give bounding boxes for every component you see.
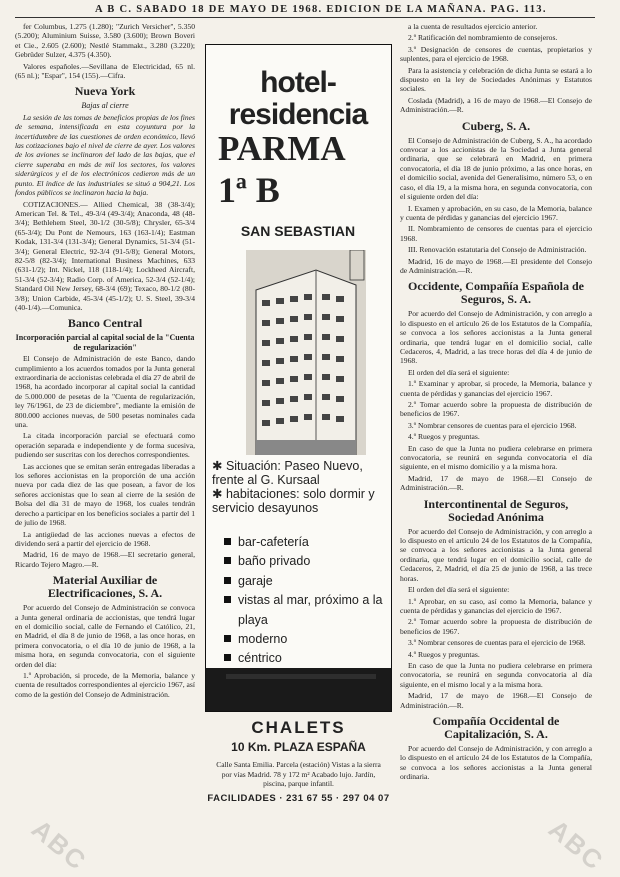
paragraph: El Consejo de Administración de Cuberg, S. A., ha acordado convocar a los accionistas de la Sociedad a Junta general ordinaria, que se celebrará en Madrid, en primera convocatoria, el día 18 de junio próximo, a las once horas, en el domicilio social, avenida del Generalísimo, número 53, o en caso, el día 19, a la misma hora, en segunda convocatoria, con el siguiente orden del día: xyxy=(400,135,592,202)
headline-nueva-york: Nueva York xyxy=(74,84,136,99)
bullet-square-icon xyxy=(224,635,231,642)
paragraph: I. Examen y aprobación, en su caso, de la Memoria, balance y cuenta de pérdidas y ganancias del ejercicio 1967. xyxy=(400,203,592,222)
paragraph: La antigüedad de las acciones nuevas a efectos de dividendo será a partir del ejercicio de 1968. xyxy=(15,529,195,548)
paragraph: El orden del día será el siguiente: xyxy=(408,585,510,595)
ad-amenity: baño privado xyxy=(224,552,384,571)
paragraph: Valores españoles.—Sevillana de Electricidad, 65 nl. (65 nl.); "Espar", 154 (155).—Cifra. xyxy=(15,61,195,81)
building-illustration xyxy=(246,250,366,455)
paragraph: 3.º Nombrar censores de cuentas para el ejercicio 1968. xyxy=(408,420,577,430)
bullet-square-icon xyxy=(224,596,231,603)
ad-amenity: garaje xyxy=(224,572,384,591)
paragraph: 3.º Nombrar censores de cuentas para el ejercicio de 1968. xyxy=(408,638,586,648)
paragraph: 1.º Aprobación, si procede, de la Memoria, balance y cuenta de resultados correspondientes al ejercicio 1967, así como de la gestión del Consejo de Administración. xyxy=(15,670,195,699)
paragraph: La citada incorporación parcial se efectuará como operación separada e independiente y de forma sucesiva, pudiendo ser suscritas con los derechos correspondientes. xyxy=(15,431,195,460)
paragraph: El Consejo de Administración de este Banco, dando cumplimiento a los acuerdos tomados por la Junta general extraordinaria de accionistas celebrada el día 27 de abril de 1968, ha acordado incorporar al capital social la cantidad de 5.000.000 de pesetas de la "Cuenta de regularización, ley 76/1961, de 23 de diciembre", mediante la emisión de 800.000 acciones nuevas, de 500 pesetas nominales cada una. xyxy=(15,354,195,430)
subhead: Bajas al cierre xyxy=(81,101,129,111)
paragraph: En caso de que la Junta no pudiera celebrarse en primera convocatoria, se reunirá en segunda convocatoria al día siguiente, en el mismo local y a la misma hora. xyxy=(400,660,592,689)
headline-intercontinental: Intercontinental de Seguros, Sociedad Anónima xyxy=(423,496,569,524)
bullet-square-icon xyxy=(224,557,231,564)
bullet-square-icon xyxy=(224,577,231,584)
ad-hotel-line1: hotel- xyxy=(260,66,336,99)
hotel-parma-advertisement xyxy=(205,44,392,712)
ad-hotel-name: PARMA xyxy=(218,129,346,168)
paragraph: 3.º Designación de censores de cuentas, propietarios y suplentes, para el ejercicio de 1968. xyxy=(400,44,592,64)
paragraph: Para la asistencia y celebración de dicha Junta se estará a lo dispuesto en la ley de Sociedades Anónimas y Estatutos sociales. xyxy=(400,65,592,94)
paragraph: COTIZACIONES.— Allied Chemical, 38 (38-3/4); American Tel. & Tel., 49-3/4 (49-3/4); Anaconda, 48 (48-3/4); Bethlehem Steel, 30-1/2 (30-5/8); Chrysler, 65-3/4 (65-3/4); Du Pont de Nemours, 163 (163-1/4); Eastman Kodak, 131-3/4 (131-3/4); General Dynamics, 51-3/4 (51-3/4); General Electric, 92-3/4 (91-5/8); General Motors, 82-5/8 (82-3/4); International Business Machines, 633 (631-1/2); Int. Nickel, 118 (118-1/4); Lockheed Aircraft, 51-3/4 (52-3/4); Radio Corp. of America, 52-3/4 (52-1/4); Standard Oil New Jersey, 68-3/4 (69); Texaco, 80-1/2 (80-3/8); Union Carbide, 45-3/4 (45-1/2); U. S. Steel, 39-3/4 (40-1/4).—Comunica. xyxy=(15,199,195,312)
paragraph: 2.º Tomar acuerdo sobre la propuesta de distribución de beneficios de 1967. xyxy=(400,400,592,419)
bullet-square-icon xyxy=(224,538,231,545)
page-header: A B C. SABADO 18 DE MAYO DE 1968. EDICION DE LA MAÑANA. PAG. 113. xyxy=(95,4,547,15)
ad-city: SAN SEBASTIAN xyxy=(240,223,356,239)
paragraph: 2.º Tomar acuerdo sobre la propuesta de distribución de beneficios de 1967. xyxy=(400,617,592,636)
ad-hotel-category: 1ª B xyxy=(218,170,280,210)
ad-amenity: vistas al mar, próximo a la playa xyxy=(224,591,384,630)
chalets-subtitle: 10 Km. PLAZA ESPAÑA xyxy=(231,740,366,754)
ad-amenity: moderno xyxy=(224,630,384,649)
paragraph: Madrid, 17 de mayo de 1968.—El Consejo de Administración.—R. xyxy=(400,473,592,493)
chalets-title: CHALETS xyxy=(251,718,346,737)
paragraph: Por acuerdo del Consejo de Administración, y con arreglo a lo dispuesto en el artículo 26 de los Estatutos de la Compañía, se convoca a los señores accionistas a la Junta general ordinaria, que tendrá lugar en el domicilio social, calle Cedaceros, 4, Madrid, a las trece horas del día 4 de junio de 1968. xyxy=(400,309,592,366)
paragraph: 1.º Aprobar, en su caso, así como la Memoria, balance y cuenta de pérdidas y ganancias del ejercicio de 1967. xyxy=(400,596,592,615)
paragraph: Madrid, 16 de mayo de 1968.—El secretario general, Ricardo Tejero Magro.—R. xyxy=(15,550,195,569)
ad-amenity: bar-cafetería xyxy=(224,533,384,552)
paragraph: Coslada (Madrid), a 16 de mayo de 1968.—El Consejo de Administración.—R. xyxy=(400,95,592,115)
paragraph: Por acuerdo del Consejo de Administración, y con arreglo a lo dispuesto en el artículo 24 de los Estatutos de la Compañía, se convoca a los señores accionistas a la Junta general ordinaria. xyxy=(400,743,592,782)
paragraph: 2.º Ratificación del nombramiento de consejeros. xyxy=(408,33,558,43)
watermark-abc: ABC xyxy=(25,813,94,877)
ad-footer-band xyxy=(206,668,391,711)
ad-amenity: céntrico xyxy=(224,649,384,668)
chalets-details: Calle Santa Emilia. Parcela (estación) Vistas a la sierra por vías Madrid. 78 y 172 m² Acabado lujo. Jardín, piscina, parque infantil. xyxy=(216,760,381,788)
paragraph: La sesión de las tomas de beneficios propias de los fines de semana, intensificada en esta coyuntura por la incertidumbre de las cuestiones de orden económico, llevó las cotizaciones bajo el nivel de cierre de ayer. Los valores de los aviones se inclinaron del lado de las bajas, que el cierre superaba en más de mil los sectores, los valores siderúrgicos y el de los electrónicos cedieron más de un punto. El índice de las industriales se situó a 904,21. Los fondos públicos se inclinaron hacia la baja. xyxy=(15,112,195,198)
ad-feature-location: ✱ Situación: Paseo Nuevo, frente al G. Kursaal xyxy=(212,459,363,487)
paragraph: a la cuenta de resultados ejercicio anterior. xyxy=(408,22,538,31)
ad-feature-rooms: ✱ habitaciones: solo dormir y servicio desayunos xyxy=(212,487,375,515)
headline-occidente: Occidente, Compañía Española de Seguros, S. A. xyxy=(407,279,584,307)
ad-hotel-heading xyxy=(218,67,378,131)
column-left xyxy=(15,22,195,867)
headline-cuberg: Cuberg, S. A. xyxy=(461,118,531,133)
headline-compania-occidental: Compañía Occidental de Capitalización, S. A. xyxy=(432,713,560,741)
headline-material-auxiliar: Material Auxiliar de Electrificaciones, S. A. xyxy=(47,573,163,601)
watermark-abc: ABC xyxy=(542,813,611,877)
paragraph: Por acuerdo del Consejo de Administración, y con arreglo a lo dispuesto en el artículo 24 de los Estatutos de la Compañía, se convoca a los señores accionistas a la Junta general ordinaria, que tendrá lugar en el domicilio social, calle de Cedaceros, 2, Madrid, el día 25 de junio de 1968, a las trece horas. xyxy=(400,526,592,583)
paragraph: III. Renovación estatutaria del Consejo de Administración. xyxy=(408,245,587,255)
ad-hotel-line2: residencia xyxy=(228,98,368,131)
chalets-phone: FACILIDADES · 231 67 55 · 297 04 07 xyxy=(207,792,390,804)
paragraph: Por acuerdo del Consejo de Administración se convoca a Junta general ordinaria de accionistas, que tendrá lugar en el domicilio social, calle de Fernando el Católico, 21, en Madrid, el día 8 de junio de 1968, a las once horas, en primera convocatoria, o el día 10 de junio de 1968, a la misma hora, en segunda convocatoria, con el siguiente orden del día: xyxy=(15,603,195,669)
bullet-square-icon xyxy=(224,654,231,661)
paragraph: Las acciones que se emitan serán entregadas liberadas a los señores accionistas en la proporción de una acción nueva por cada diez de las que posean, a favor de los señores accionistas que lo sean al cierre de la sesión de Bolsa del día 31 de mayo de 1968, los cuales tendrán derecho a participar en los beneficios sociales a partir del 1 de julio de 1968. xyxy=(15,461,195,528)
paragraph: 1.º Examinar y aprobar, si procede, la Memoria, balance y cuenta de pérdidas y ganancias del ejercicio 1967. xyxy=(400,379,592,398)
ad-amenities-list xyxy=(224,533,384,688)
paragraph: II. Nombramiento de censores de cuentas para el ejercicio 1968. xyxy=(400,224,592,243)
paragraph: El orden del día será el siguiente: xyxy=(408,367,510,377)
paragraph: fer Columbus, 1.275 (1.280); "Zurich Versicher", 5.350 (5.200); Aluminium Suisse, 3.580 (3.600); Brown Boveri et Cie., 2.605 (2.600); Nestlé Stammakt., 3.280 (3.220); Gebrüder Sulzer, 4.375 (4.350). xyxy=(15,22,195,60)
paragraph: Madrid, 17 de mayo de 1968.—El Consejo de Administración.—R. xyxy=(400,691,592,710)
paragraph: 4.º Ruegos y preguntas. xyxy=(408,432,480,442)
paragraph: En caso de que la Junta no pudiera celebrarse en primera convocatoria, se reunirá en segunda convocatoria el día siguiente, en el mismo domicilio y a la misma hora. xyxy=(400,443,592,472)
headline-banco-central: Banco Central xyxy=(67,316,143,331)
paragraph: 4.º Ruegos y preguntas. xyxy=(408,649,480,659)
chalets-advertisement xyxy=(205,712,392,852)
header-rule xyxy=(15,17,595,18)
paragraph: Madrid, 16 de mayo de 1968.—El presidente del Consejo de Administración.—R. xyxy=(400,256,592,275)
ad-features xyxy=(212,460,382,516)
ad-footer-faint-text xyxy=(226,674,376,679)
column-right xyxy=(400,22,592,867)
subhead: Incorporación parcial al capital social de la "Cuenta de regularización" xyxy=(15,333,195,352)
